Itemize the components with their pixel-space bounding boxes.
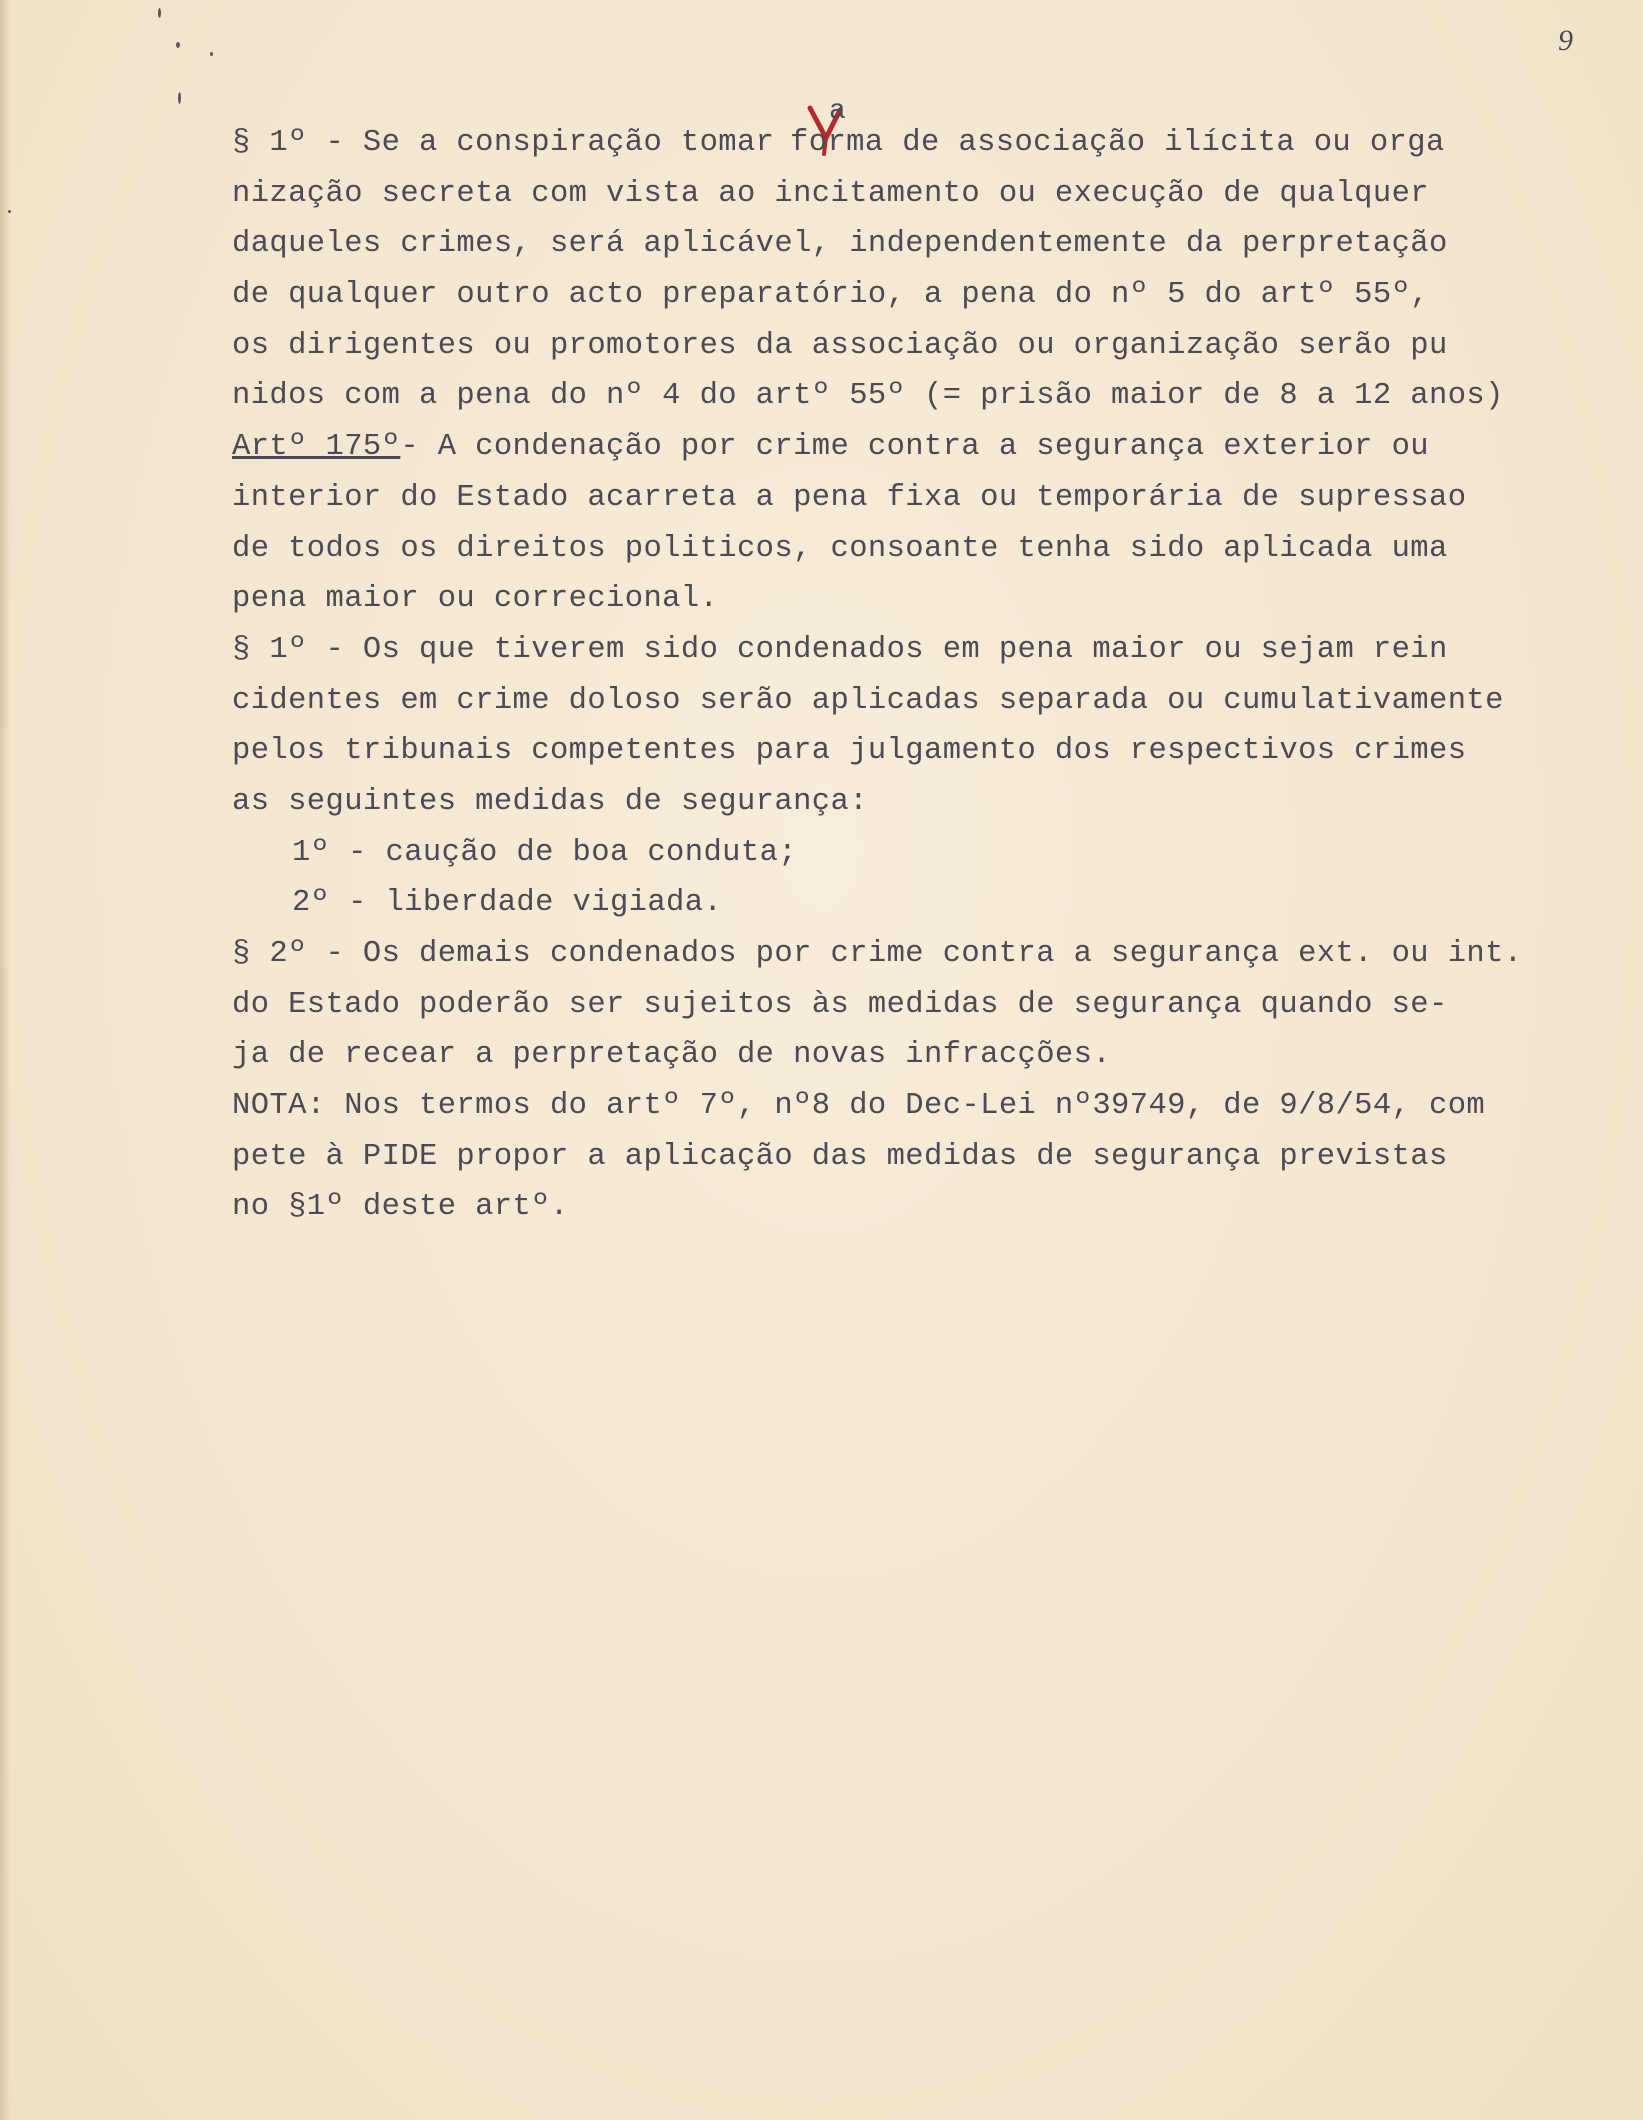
text-line	[232, 422, 1632, 473]
text-line	[232, 828, 1632, 879]
paper-speck	[210, 52, 213, 56]
text-segment: de todos os direitos politicos, consoante tenha sido aplicada uma	[232, 531, 1448, 566]
text-segment: pete à PIDE propor a aplicação das medidas de segurança previstas	[232, 1139, 1448, 1174]
paper-speck	[176, 42, 180, 48]
text-line	[232, 676, 1632, 727]
text-line	[232, 473, 1632, 524]
text-line	[232, 574, 1632, 625]
text-segment: § 1º - Os que tiverem sido condenados em pena maior ou sejam rein	[232, 632, 1448, 667]
text-segment: nização secreta com vista ao incitamento ou execução de qualquer	[232, 176, 1429, 211]
text-line	[232, 524, 1632, 575]
text-segment: pena maior ou correcional.	[232, 582, 719, 617]
text-segment: nidos com a pena do nº 4 do artº 55º (= prisão maior de 8 a 12 anos)	[232, 379, 1504, 414]
text-segment: 2º - liberdade vigiada.	[292, 886, 723, 921]
text-segment: as seguintes medidas de segurança:	[232, 784, 868, 819]
text-line	[232, 1132, 1632, 1183]
text-line	[232, 371, 1632, 422]
text-line	[232, 625, 1632, 676]
article-heading: Artº 175º	[232, 430, 401, 465]
text-line	[232, 929, 1632, 980]
text-segment: forma de associação ilícita ou orga	[790, 126, 1445, 160]
text-segment: pelos tribunais competentes para julgamento dos respectivos crimes	[232, 734, 1467, 769]
page-number: 9	[1558, 24, 1573, 57]
text-line	[232, 1030, 1632, 1081]
text-line	[232, 118, 1632, 169]
text-segment	[774, 126, 790, 160]
text-segment: § 1º - Se a conspiração tomar	[232, 126, 775, 160]
text-line	[232, 219, 1632, 270]
paper-speck	[178, 92, 181, 104]
text-line	[232, 726, 1632, 777]
paper-edge-shadow	[0, 0, 10, 2120]
text-line	[232, 321, 1632, 372]
text-segment: do Estado poderão ser sujeitos às medidas de segurança quando se-	[232, 987, 1448, 1022]
text-segment: ja de recear a perpretação de novas infracções.	[232, 1038, 1112, 1073]
text-line	[232, 270, 1632, 321]
text-line	[232, 878, 1632, 929]
text-segment: no §1º deste artº.	[232, 1190, 569, 1225]
text-line	[232, 980, 1632, 1031]
text-segment: NOTA: Nos termos do artº 7º, nº8 do Dec-Lei nº39749, de 9/8/54, com	[232, 1089, 1486, 1124]
text-segment: daqueles crimes, será aplicável, independentemente da perpretação	[232, 227, 1448, 262]
paper-speck	[158, 8, 161, 18]
text-line	[232, 1182, 1632, 1233]
text-segment: de qualquer outro acto preparatório, a pena do nº 5 do artº 55º,	[232, 278, 1429, 313]
text-segment: os dirigentes ou promotores da associação ou organização serão pu	[232, 328, 1448, 363]
text-segment: - A condenação por crime contra a segurança exterior ou	[400, 430, 1429, 465]
text-line	[232, 777, 1632, 828]
paper-speck	[8, 210, 11, 213]
typewritten-text	[232, 118, 1632, 1233]
text-segment: 1º - caução de boa conduta;	[292, 835, 797, 870]
text-segment: cidentes em crime doloso serão aplicadas separada ou cumulativamente	[232, 683, 1504, 718]
text-segment: § 2º - Os demais condenados por crime contra a segurança ext. ou int.	[232, 937, 1523, 971]
inserted-letter: a	[829, 96, 846, 127]
text-segment: interior do Estado acarreta a pena fixa ou temporária de supressao	[232, 480, 1467, 515]
text-line	[232, 169, 1632, 220]
text-line	[232, 1081, 1632, 1132]
